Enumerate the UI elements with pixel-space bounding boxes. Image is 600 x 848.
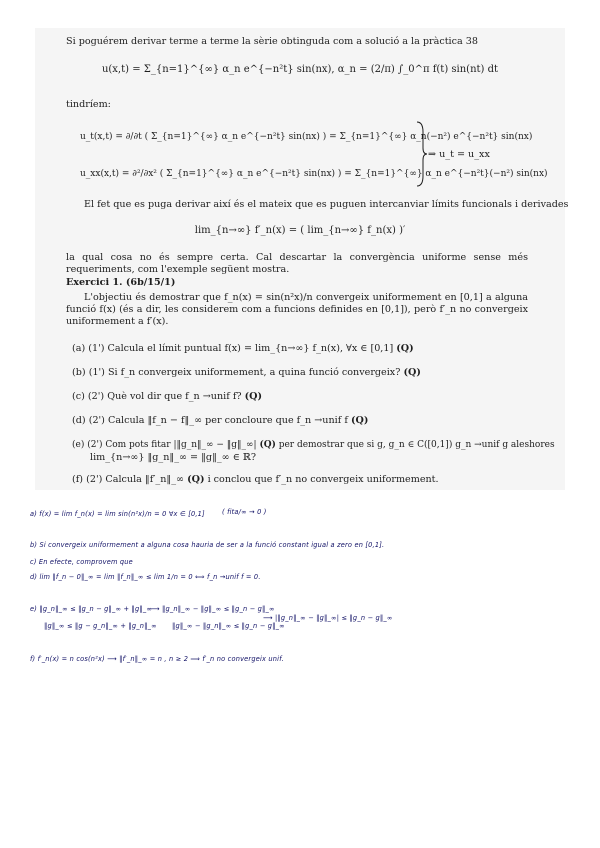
- item-e-tag: (Q): [259, 440, 276, 450]
- item-b-label: (b): [72, 367, 86, 378]
- item-a: [72, 343, 414, 355]
- handwritten-answer-e-result: ⟶ |‖g_n‖_∞ − ‖g‖_∞| ≤ ‖g_n − g‖_∞: [263, 614, 393, 622]
- item-f: [72, 474, 439, 486]
- exercise-body: L'objectiu és demostrar que f_n(x) = sin(n²x)/n convergeix uniformement en [0,1] a alguna funció f(x) (és a dir, les considerem com a funcions definides en [0,1]), però f′_n no convergeix uniformement a f′(x).: [66, 292, 528, 327]
- item-f-tag: (Q): [187, 474, 205, 485]
- item-d-text: (2') Calcula ‖f_n − f‖_∞ per concloure que f_n →unif f: [88, 415, 348, 426]
- item-e-label: (e): [72, 440, 85, 450]
- fet-text: El fet que es puga derivar així és el mateix que es puguen intercanviar límits funcionals i derivades: [84, 199, 569, 210]
- intro-text: Si poguérem derivar terme a terme la sèrie obtinguda com a solució a la pràctica 38: [66, 36, 478, 47]
- item-f-text2: i conclou que f′_n no convergeix uniformement.: [207, 474, 439, 485]
- handwritten-note-a: ( fita/∞ → 0 ): [222, 508, 267, 516]
- handwritten-answer-e-mid1: ⟶ ‖g_n‖_∞ − ‖g‖_∞ ≤ ‖g_n − g‖_∞: [150, 605, 275, 613]
- handwritten-answer-d: d) lim ‖f_n − 0‖_∞ = lim ‖f_n‖_∞ ≤ lim 1/n = 0 ⟺ f_n →unif f = 0.: [30, 573, 261, 581]
- handwritten-answer-f: f) f′_n(x) = n cos(n²x) ⟶ ‖f′_n‖_∞ = n , n ≥ 2 ⟹ f′_n no convergeix unif.: [30, 655, 284, 663]
- item-e: [72, 439, 555, 451]
- item-c-text: (2') Què vol dir que f_n →unif f?: [87, 391, 242, 402]
- item-d: [72, 415, 368, 427]
- item-f-text: (2') Calcula ‖f′_n‖_∞: [86, 474, 184, 485]
- item-d-tag: (Q): [350, 415, 369, 426]
- item-c-tag: (Q): [244, 391, 263, 402]
- qual-text: la qual cosa no és sempre certa. Cal descartar la convergència uniforme sense més requeriments, com l'exemple següent mostra.: [66, 252, 528, 275]
- item-b-tag: (Q): [403, 367, 421, 378]
- item-b: [72, 367, 421, 379]
- item-e-text3: lim_{n→∞} ‖g_n‖_∞ = ‖g‖_∞ ∈ ℝ?: [90, 452, 256, 463]
- right-brace: [415, 120, 427, 188]
- item-e-text: (2') Com pots fitar |‖g_n‖_∞ − ‖g‖_∞|: [87, 440, 257, 450]
- item-d-label: (d): [72, 415, 86, 426]
- equation-limits: lim_{n→∞} f′_n(x) = ( lim_{n→∞} f_n(x) )′: [194, 225, 406, 236]
- tindriem-label: tindríem:: [66, 99, 111, 110]
- item-a-tag: (Q): [396, 343, 414, 354]
- handwritten-answer-e-line1: e) ‖g_n‖_∞ ≤ ‖g_n − g‖_∞ + ‖g‖_∞: [30, 605, 153, 613]
- item-a-text: (1') Calcula el límit puntual f(x) = lim_{n→∞} f_n(x), ∀x ∈ [0,1]: [88, 343, 394, 354]
- handwritten-answer-a: a) f(x) = lim f_n(x) = lim sin(n²x)/n = 0 ∀x ∈ [0,1]: [30, 510, 205, 518]
- equation-implies: ⇒ u_t = u_xx: [428, 149, 490, 160]
- handwritten-answer-c: c) En efecte, comprovem que: [30, 558, 133, 566]
- item-c: [72, 391, 262, 403]
- item-a-label: (a): [72, 343, 86, 354]
- equation-solution: u(x,t) = Σ_{n=1}^{∞} α_n e^{−n²t} sin(nx), α_n = (2/π) ∫_0^π f(t) sin(nt) dt: [101, 64, 499, 75]
- exercise-title: Exercici 1. (6b/15/1): [66, 277, 176, 288]
- item-f-label: (f): [72, 474, 84, 485]
- handwritten-answer-b: b) Si convergeix uniformement a alguna cosa hauria de ser a la funció constant igual a zero en [0,1].: [30, 541, 385, 549]
- item-b-text: (1') Si f_n convergeix uniformement, a quina funció convergeix?: [88, 367, 401, 378]
- item-e-text2: per demostrar que si g, g_n ∈ C([0,1]) g_n →unif g aleshores: [278, 440, 555, 450]
- equation-ut: u_t(x,t) = ∂/∂t ( Σ_{n=1}^{∞} α_n e^{−n²t} sin(nx) ) = Σ_{n=1}^{∞} α_n(−n²) e^{−n²t} sin(nx): [80, 132, 533, 142]
- item-c-label: (c): [72, 391, 85, 402]
- handwritten-answer-e-line2: ‖g‖_∞ ≤ ‖g − g_n‖_∞ + ‖g_n‖_∞: [44, 622, 157, 630]
- handwritten-answer-e-mid2: ‖g‖_∞ − ‖g_n‖_∞ ≤ ‖g_n − g‖_∞: [172, 622, 285, 630]
- equation-uxx: u_xx(x,t) = ∂²/∂x² ( Σ_{n=1}^{∞} α_n e^{−n²t} sin(nx) ) = Σ_{n=1}^{∞} α_n e^{−n²t}(−n²) sin(nx): [80, 169, 548, 179]
